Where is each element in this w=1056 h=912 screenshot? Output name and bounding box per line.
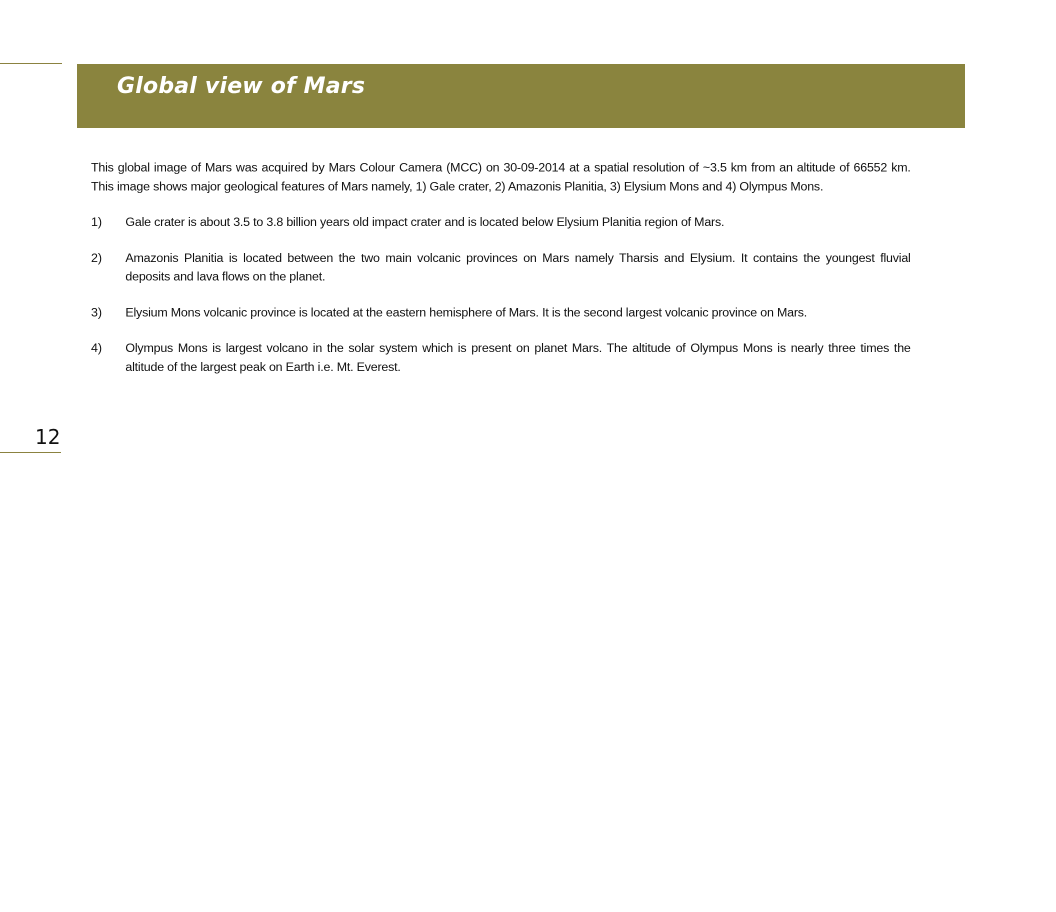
list-item-number: 2)	[91, 250, 103, 265]
page-number: 12	[35, 425, 61, 449]
bottom-margin-rule	[0, 452, 61, 453]
section-header-band	[77, 64, 965, 128]
list-item	[91, 248, 911, 285]
list-item-number: 4)	[91, 340, 103, 355]
list-item	[91, 303, 911, 322]
list-item-number: 3)	[91, 304, 103, 319]
list-item-text: Gale crater is about 3.5 to 3.8 billion years old impact crater and is located below Elysium Planitia region of Mars.	[125, 214, 725, 229]
list-item	[91, 339, 911, 376]
body-content	[91, 158, 911, 393]
list-item-text: Elysium Mons volcanic province is located at the eastern hemisphere of Mars. It is the second largest volcanic province on Mars.	[125, 304, 808, 319]
intro-paragraph: This global image of Mars was acquired by Mars Colour Camera (MCC) on 30-09-2014 at a spatial resolution of ~3.5 km from an altitude of 66552 km. This image shows major geological features of Mars namely, 1) Gale crater, 2) Amazonis Planitia, 3) Elysium Mons and 4) Olympus Mons.	[91, 159, 911, 193]
list-item-text: Olympus Mons is largest volcano in the solar system which is present on planet Mars. The altitude of Olympus Mons is nearly three times the altitude of the largest peak on Earth i.e. Mt. Everest.	[125, 340, 911, 374]
list-item-number: 1)	[91, 214, 103, 229]
section-title: Global view of Mars	[117, 74, 366, 99]
feature-list	[91, 212, 911, 375]
list-item-text: Amazonis Planitia is located between the two main volcanic provinces on Mars namely Tharsis and Elysium. It contains the youngest fluvial deposits and lava flows on the planet.	[125, 250, 911, 284]
list-item	[91, 212, 911, 231]
top-margin-rule	[0, 63, 62, 64]
